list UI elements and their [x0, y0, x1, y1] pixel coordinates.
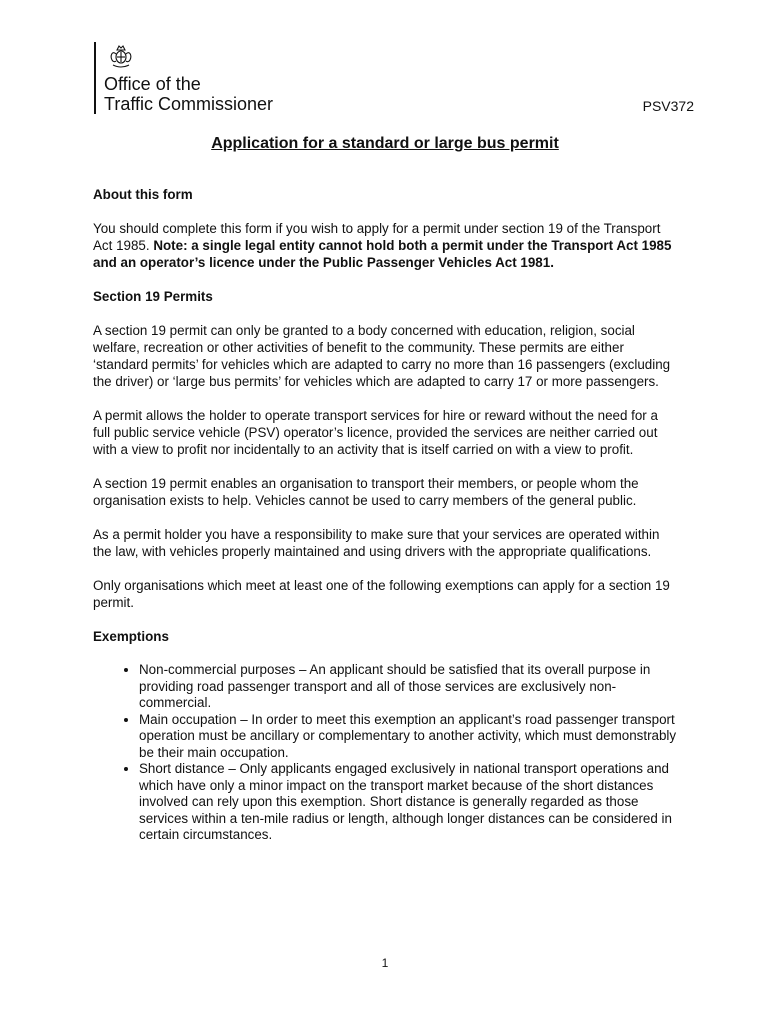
logo-divider [94, 42, 96, 114]
section19-heading: Section 19 Permits [93, 289, 213, 304]
royal-crest-icon [106, 42, 136, 70]
org-name-line1: Office of the [104, 74, 201, 94]
form-code: PSV372 [642, 98, 694, 114]
exemption-item: • Non-commercial purposes – An applicant should be satisfied that its overall purpose in providing road passenger transport and all of those services are exclusively non-commercial. [139, 662, 678, 712]
page-title: Application for a standard or large bus permit [211, 135, 559, 152]
otc-logo [94, 42, 294, 116]
about-paragraph [93, 220, 678, 271]
about-heading: About this form [93, 187, 193, 202]
form-body [93, 186, 678, 844]
page-number: 1 [381, 956, 389, 970]
section19-paragraph-5: Only organisations which meet at least one of the following exemptions can apply for a section 19 permit. [93, 578, 670, 610]
section19-paragraph-2: A permit allows the holder to operate transport services for hire or reward without the need for a full public service vehicle (PSV) operator’s licence, provided the services are neither carried out with a view to profit nor incidentally to an activity that is itself carried on with a view to profit. [93, 408, 658, 457]
org-name [104, 74, 273, 114]
exemption-item: • Main occupation – In order to meet this exemption an applicant’s road passenger transport operation must be ancillary or complementary to another activity, which must demonstrably be their main occupation. [139, 712, 678, 762]
exemptions-list [93, 662, 678, 844]
org-name-line2: Traffic Commissioner [104, 94, 274, 114]
about-text: You should complete this form if you wish to apply for a permit under section 19 of the Transport Act 1985. [93, 221, 661, 253]
section19-paragraph-1: A section 19 permit can only be granted to a body concerned with education, religion, social welfare, recreation or other activities of benefit to the community. These permits are either ‘standard permits’ for vehicles which are adapted to carry no more than 16 passengers (excluding the driver) or ‘large bus permits’ for vehicles which are adapted to carry 17 or more passengers. [93, 323, 671, 389]
section19-paragraph-4: As a permit holder you have a responsibility to make sure that your services are operated within the law, with vehicles properly maintained and using drivers with the appropriate qualifications. [93, 527, 660, 559]
exemptions-heading: Exemptions [93, 629, 169, 644]
section19-paragraph-3: A section 19 permit enables an organisation to transport their members, or people whom the organisation exists to help. Vehicles cannot be used to carry members of the general public. [93, 476, 639, 508]
exemption-item: • Short distance – Only applicants engaged exclusively in national transport operations and which have only a minor impact on the transport market because of the short distances involved can rely upon this exemption. Short distance is generally regarded as those services within a ten-mile radius or length, although longer distances can be considered in certain circumstances. [139, 761, 678, 844]
about-note: Note: a single legal entity cannot hold both a permit under the Transport Act 1985 and an operator’s licence under the Public Passenger Vehicles Act 1981. [93, 238, 672, 270]
